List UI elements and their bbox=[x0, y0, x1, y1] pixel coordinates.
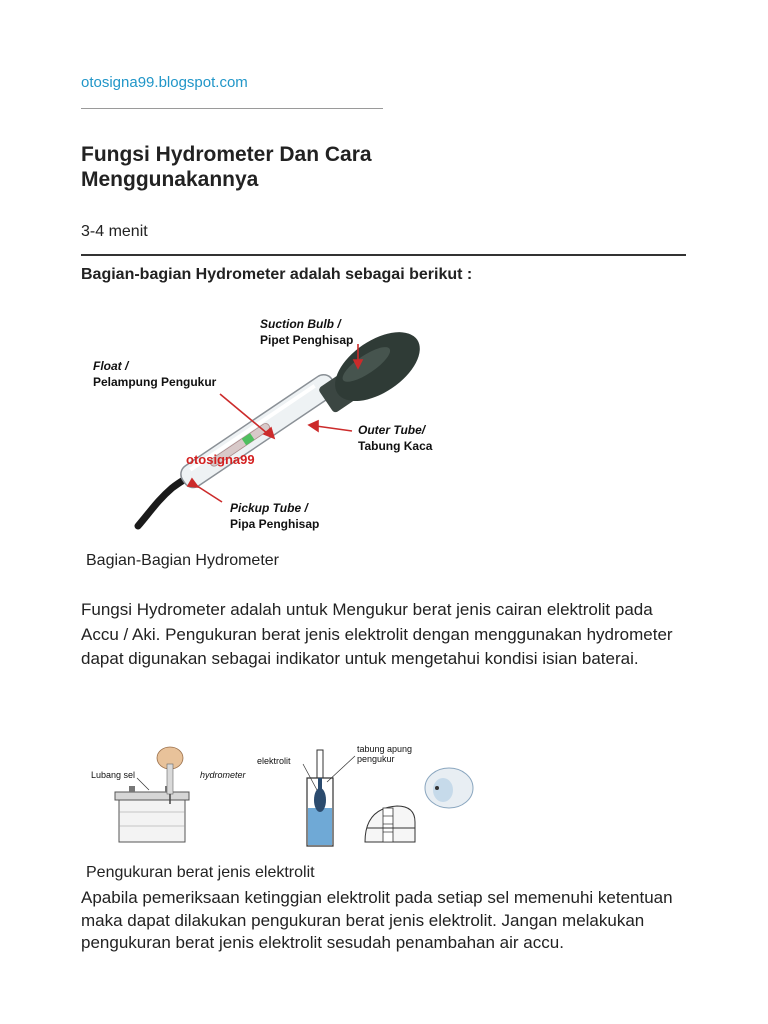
site-url-link[interactable]: otosigna99.blogspot.com bbox=[81, 74, 248, 91]
outer-tube-arrow bbox=[316, 426, 352, 431]
paragraph-1: Fungsi Hydrometer adalah untuk Mengukur berat jenis cairan elektrolit pada Accu / Aki. Pengukuran berat jenis elektrolit dengan menggunakan hydrometer dapat digunakan sebagai indikator untuk mengetahui kondisi isian baterai. bbox=[81, 600, 673, 668]
label-outer-id: Tabung Kaca bbox=[358, 439, 433, 453]
watermark-text: otosigna99 bbox=[186, 452, 255, 467]
paragraph-2: Apabila pemeriksaan ketinggian elektrolit pada setiap sel memenuhi ketentuan maka dapat dilakukan pengukuran berat jenis elektrolit. Jangan melakukan pengukuran berat jenis elektrolit sesudah penambahan air accu. bbox=[81, 888, 673, 952]
label-pengukur: pengukur bbox=[357, 754, 395, 764]
observer-face bbox=[425, 768, 473, 808]
section-subheading: Bagian-bagian Hydrometer adalah sebagai berikut : bbox=[81, 266, 473, 283]
label-suction-en: Suction Bulb / bbox=[260, 317, 341, 331]
label-outer-en: Outer Tube/ bbox=[358, 423, 426, 437]
label-elektrolit: elektrolit bbox=[257, 756, 291, 766]
hydrometer-cross-section bbox=[307, 750, 333, 846]
label-lubang-sel: Lubang sel bbox=[91, 770, 136, 780]
pickup-tube bbox=[138, 476, 192, 526]
title-divider bbox=[81, 254, 686, 256]
read-time: 3-4 menit bbox=[81, 223, 148, 240]
label-pickup-id: Pipa Penghisap bbox=[230, 517, 320, 531]
label-hydrometer: hydrometer bbox=[200, 770, 246, 780]
scale-detail bbox=[365, 806, 415, 842]
label-tabung-apung: tabung apung bbox=[357, 744, 413, 754]
battery-illustration bbox=[115, 786, 189, 842]
label-float-en: Float / bbox=[93, 359, 129, 373]
article-title: Fungsi Hydrometer Dan Cara Menggunakannya bbox=[81, 143, 372, 191]
label-pickup-en: Pickup Tube / bbox=[230, 501, 308, 515]
header-divider bbox=[81, 108, 383, 109]
electrolyte-measurement-figure bbox=[85, 742, 480, 850]
label-float-id: Pelampung Pengukur bbox=[93, 375, 217, 389]
figure1-caption: Bagian-Bagian Hydrometer bbox=[86, 552, 279, 569]
hydrometer-parts-figure bbox=[80, 300, 480, 545]
figure2-caption: Pengukuran berat jenis elektrolit bbox=[86, 864, 315, 881]
label-suction-id: Pipet Penghisap bbox=[260, 333, 354, 347]
